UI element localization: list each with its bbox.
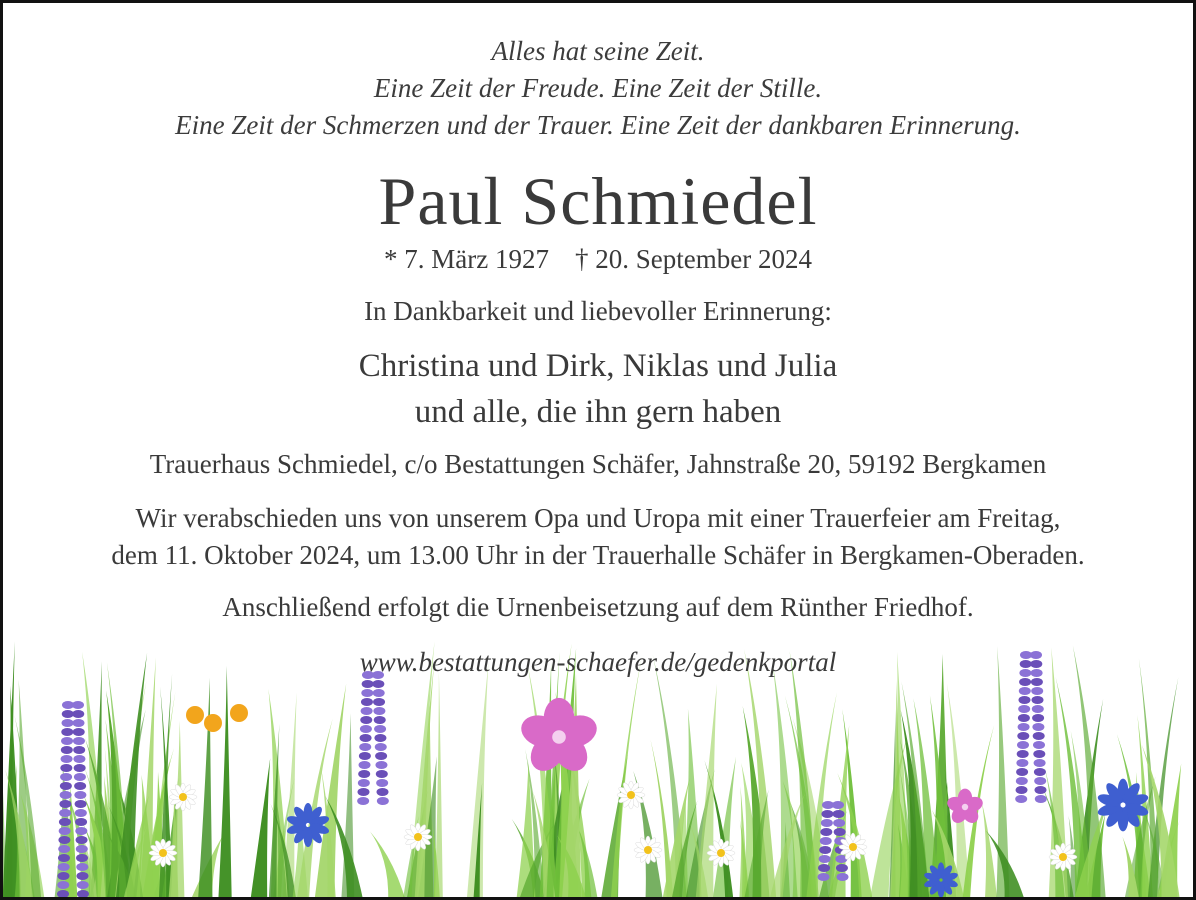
thanks-line: In Dankbarkeit und liebevoller Erinnerung:	[364, 296, 832, 326]
daisy-flower	[169, 783, 197, 811]
mourners-line-2: und alle, die ihn gern haben	[414, 394, 782, 430]
lupine-flower	[357, 671, 389, 805]
motto-line-3: Eine Zeit der Schmerzen und der Trauer. Eine Zeit der dankbaren Erinnerung.	[175, 110, 1021, 140]
burial-info: Anschließend erfolgt die Urnenbeisetzung auf dem Rünther Friedhof.	[222, 592, 974, 622]
dandelion-flower	[186, 706, 204, 724]
daisy-flower	[634, 836, 662, 864]
mourners-line-1: Christina und Dirk, Niklas und Julia	[358, 348, 838, 384]
grass-blade	[435, 671, 443, 897]
motto-line-2: Eine Zeit der Freude. Eine Zeit der Stille.	[373, 73, 823, 103]
deceased-name: Paul Schmiedel	[378, 163, 818, 239]
dandelion-flower	[230, 704, 248, 722]
birth-date: * 7. März 1927	[384, 244, 549, 274]
grass-blade	[611, 656, 642, 897]
funeral-service-info	[3, 500, 1193, 574]
service-line-2: dem 11. Oktober 2024, um 13.00 Uhr in der Trauerhalle Schäfer in Bergkamen-Oberaden.	[111, 540, 1085, 570]
life-dates	[3, 241, 1193, 277]
motto-verse	[3, 33, 1193, 144]
grass-blade	[370, 831, 405, 897]
mourners	[3, 343, 1193, 435]
dandelion-flower	[204, 714, 222, 732]
memorial-portal-link[interactable]: www.bestattungen-schaefer.de/gedenkportal	[359, 647, 837, 677]
grass-blade	[218, 666, 231, 897]
grass-blade	[982, 801, 997, 897]
service-line-1: Wir verabschieden uns von unserem Opa und Uropa mit einer Trauerfeier am Freitag,	[135, 503, 1061, 533]
grass-blade	[251, 758, 270, 897]
death-date: † 20. September 2024	[575, 244, 812, 274]
mourning-address: Trauerhaus Schmiedel, c/o Bestattungen Schäfer, Jahnstraße 20, 59192 Bergkamen	[149, 449, 1047, 479]
motto-line-1: Alles hat seine Zeit.	[491, 36, 705, 66]
